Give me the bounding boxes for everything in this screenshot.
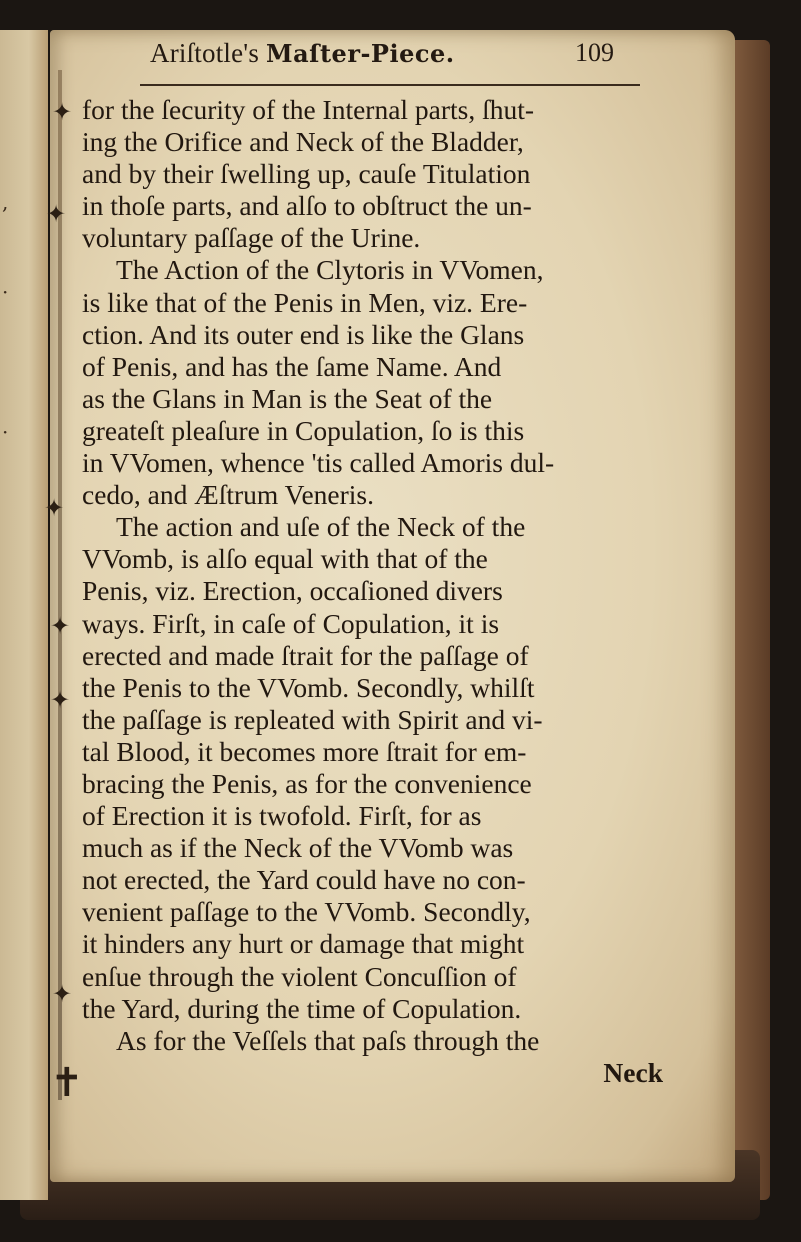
- running-title: [150, 38, 455, 69]
- stray-mark: ,: [2, 190, 9, 214]
- text-line: venient paſſage to the VVomb. Secondly,: [82, 896, 531, 928]
- text-line: the Yard, during the time of Copulation.: [82, 992, 522, 1024]
- text-line: ways. Firſt, in caſe of Copulation, it is: [82, 607, 500, 639]
- text-line: tal Blood, it becomes more ſtrait for em-: [82, 735, 527, 767]
- text-line: as the Glans in Man is the Seat of the: [82, 382, 493, 414]
- text-line: the paſſage is repleated with Spirit and vi-: [82, 703, 543, 735]
- text-line: not erected, the Yard could have no con-: [82, 864, 526, 896]
- margin-cross: ✝: [50, 1060, 84, 1106]
- text-line: of Penis, and has the ſame Name. And: [82, 350, 502, 382]
- text-line: in thoſe parts, and alſo to obſtruct the un-: [82, 190, 532, 222]
- catchword: Neck: [603, 1056, 663, 1088]
- margin-ornament: ✦: [46, 200, 67, 228]
- text-line: ing the Orifice and Neck of the Bladder,: [82, 126, 524, 158]
- margin-ornament: ✦: [52, 980, 73, 1008]
- margin-ornament: ✦: [44, 494, 65, 522]
- page-number: 109: [575, 38, 614, 67]
- stray-mark: ·: [2, 420, 9, 444]
- text-line: and by their ſwelling up, cauſe Titulation: [82, 158, 531, 190]
- stray-mark: ·: [2, 280, 9, 304]
- running-title-roman: Ariſtotle's: [150, 38, 260, 68]
- running-title-blackletter: Maſter-Piece.: [266, 39, 455, 68]
- text-line: of Erection it is twofold. Firſt, for as: [82, 800, 482, 832]
- margin-ornament: ✦: [50, 686, 71, 714]
- text-line: cedo, and Æſtrum Veneris.: [82, 479, 374, 511]
- margin-ornament: ✦: [52, 98, 73, 126]
- text-line: bracing the Penis, as for the convenience: [82, 767, 532, 799]
- text-line: for the ſecurity of the Internal parts, ſhut-: [82, 94, 535, 125]
- text-line: ction. And its outer end is like the Glans: [82, 318, 525, 350]
- text-line: enſue through the violent Concuſſion of: [82, 960, 517, 992]
- margin-ornament: ✦: [50, 612, 71, 640]
- text-line: it hinders any hurt or damage that might: [82, 928, 525, 960]
- text-line: The action and uſe of the Neck of the: [116, 511, 526, 543]
- text-line: VVomb, is alſo equal with that of the: [82, 543, 488, 575]
- running-header: [150, 36, 650, 80]
- text-line: erected and made ſtrait for the paſſage of: [82, 639, 529, 671]
- text-line: is like that of the Penis in Men, viz. Ere-: [82, 286, 528, 318]
- header-rule: [140, 84, 640, 86]
- text-line: the Penis to the VVomb. Secondly, whilſt: [82, 671, 535, 703]
- text-line: The Action of the Clytoris in VVomen,: [116, 254, 544, 286]
- facing-page-sliver: [0, 30, 48, 1200]
- text-line: voluntary paſſage of the Urine.: [82, 222, 421, 254]
- text-line: As for the Veſſels that paſs through the: [116, 1024, 540, 1056]
- text-line: much as if the Neck of the VVomb was: [82, 832, 514, 864]
- text-line: greateſt pleaſure in Copulation, ſo is this: [82, 414, 525, 446]
- text-line: in VVomen, whence 'tis called Amoris dul-: [82, 447, 555, 479]
- text-line: Penis, viz. Erection, occaſioned divers: [82, 575, 503, 607]
- body-text: [82, 94, 677, 1089]
